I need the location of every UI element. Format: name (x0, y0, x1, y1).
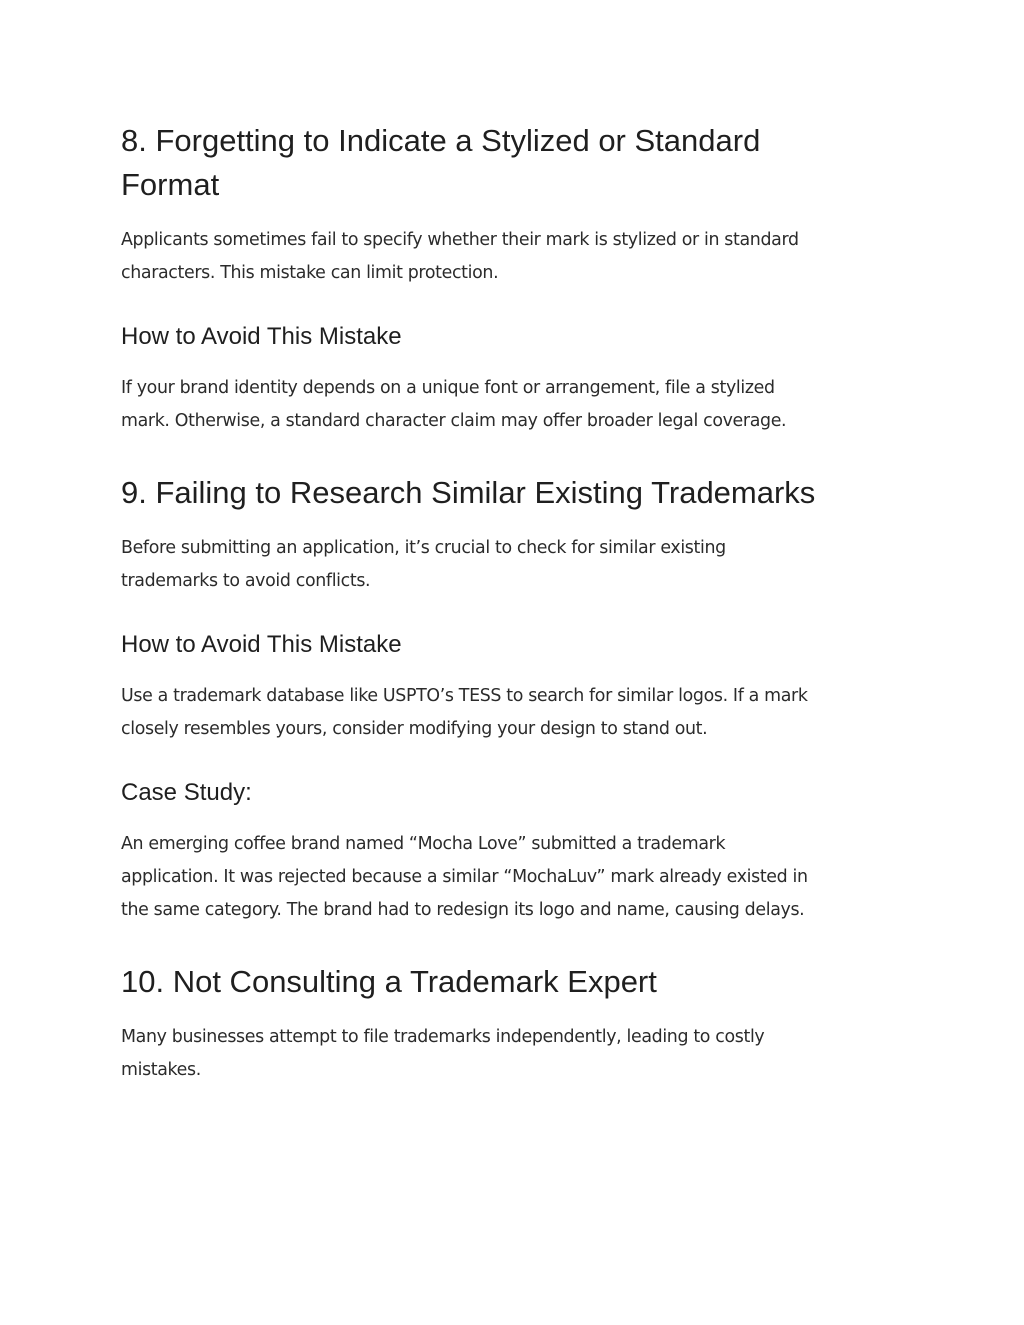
case-study-paragraph (121, 828, 911, 927)
paragraph-line: An emerging coffee brand named “Mocha Love” submitted a trademark (121, 834, 726, 854)
paragraph-line: If your brand identity depends on a unique font or arrangement, file a stylized (121, 378, 775, 398)
heading-line: 8. Forgetting to Indicate a Stylized or Standard (121, 123, 761, 158)
paragraph-line: closely resembles yours, consider modifying your design to stand out. (121, 719, 708, 739)
section-8-heading (121, 119, 911, 207)
paragraph-line: Many businesses attempt to file trademarks independently, leading to costly (121, 1027, 765, 1047)
section-8-paragraph (121, 224, 911, 290)
paragraph-line: characters. This mistake can limit protection. (121, 263, 499, 283)
section-10-heading: 10. Not Consulting a Trademark Expert (121, 964, 657, 999)
paragraph-line: application. It was rejected because a similar “MochaLuv” mark already existed in (121, 867, 808, 887)
section-9-heading: 9. Failing to Research Similar Existing Trademarks (121, 475, 816, 510)
section-9-sub-paragraph (121, 680, 911, 746)
case-study-heading: Case Study: (121, 779, 252, 806)
paragraph-line: Use a trademark database like USPTO’s TESS to search for similar logos. If a mark (121, 686, 808, 706)
paragraph-line: mark. Otherwise, a standard character claim may offer broader legal coverage. (121, 411, 787, 431)
section-9-subheading: How to Avoid This Mistake (121, 631, 402, 658)
section-10-paragraph (121, 1021, 911, 1087)
paragraph-line: mistakes. (121, 1060, 201, 1080)
paragraph-line: the same category. The brand had to redesign its logo and name, causing delays. (121, 900, 805, 920)
section-8-subheading: How to Avoid This Mistake (121, 323, 402, 350)
paragraph-line: Applicants sometimes fail to specify whether their mark is stylized or in standard (121, 230, 799, 250)
heading-line: Format (121, 167, 220, 202)
section-9-paragraph (121, 532, 911, 598)
paragraph-line: trademarks to avoid conflicts. (121, 571, 371, 591)
section-8-sub-paragraph (121, 372, 911, 438)
paragraph-line: Before submitting an application, it’s crucial to check for similar existing (121, 538, 726, 558)
